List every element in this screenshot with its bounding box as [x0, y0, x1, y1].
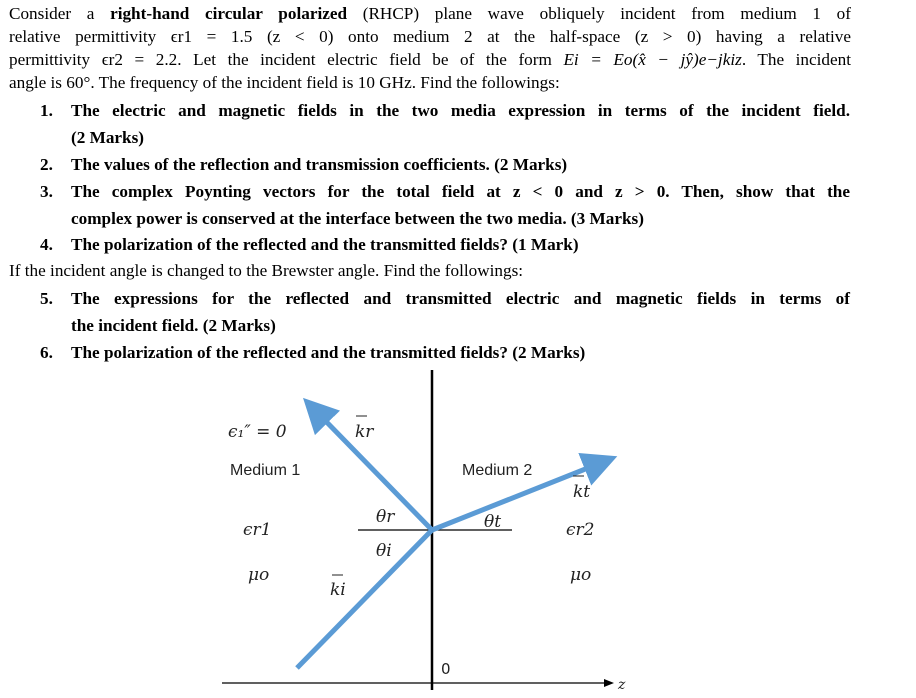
z-axis-arrowhead	[604, 679, 614, 687]
statement-line-4: angle is 60°. The frequency of the incident field is 10 GHz. Find the followings:	[9, 73, 560, 92]
question-4: 4. The polarization of the reflected and the transmitted fields? (1 Mark)	[40, 235, 579, 254]
question-6: 6. The polarization of the reflected and the transmitted fields? (2 Marks)	[40, 343, 586, 362]
k-i-label	[330, 575, 346, 600]
question-2: 2. The values of the reflection and transmission coefficients. (2 Marks)	[40, 155, 568, 174]
statement-line-3: permittivity ϵr2 = 2.2. Let the incident electric field be of the form Ei = Eo(x̂ − jŷ)e−jkiz. The incident	[9, 50, 851, 69]
medium-1-label: Medium 1	[230, 462, 301, 479]
theta-i-label: θi	[376, 541, 392, 561]
eps-r1-label: ϵr1	[243, 520, 272, 540]
z-axis-label: z	[618, 677, 626, 693]
k-r-label	[355, 416, 374, 442]
theta-t-label: θt	[484, 512, 502, 532]
brewster-instruction: If the incident angle is changed to the Brewster angle. Find the followings:	[9, 261, 524, 280]
statement-line-1: Consider a right-hand circular polarized (RHCP) plane wave obliquely incident from medium 1 of	[9, 4, 851, 23]
mu-right-label: μo	[570, 565, 592, 585]
k-t-label	[573, 476, 590, 502]
svg-text:ki: ki	[330, 580, 346, 600]
statement-line-2: relative permittivity ϵr1 = 1.5 (z < 0) onto medium 2 at the half-space (z > 0) having a relative	[9, 27, 851, 46]
eps-imag-label: ϵ₁″ = 0	[228, 422, 287, 442]
mu-left-label: μo	[248, 565, 270, 585]
medium-2-label: Medium 2	[462, 462, 533, 479]
eps-r2-label: ϵr2	[566, 520, 595, 540]
svg-text:kr: kr	[355, 422, 374, 442]
question-1: 1. The electric and magnetic fields in the two media expression in terms of the incident field. (2 Marks)	[40, 101, 850, 147]
svg-text:kt: kt	[573, 482, 591, 502]
incident-ray	[297, 530, 432, 668]
origin-label: 0	[441, 660, 451, 678]
incident-field-expression: Ei = Eo(x̂ − jŷ)e−jkiz	[563, 50, 742, 69]
question-3: 3. The complex Poynting vectors for the total field at z < 0 and z > 0. Then, show that the complex power is conserved at the interface between the two media. (3 Marks)	[40, 182, 850, 228]
theta-r-label: θr	[376, 507, 395, 527]
question-5: 5. The expressions for the reflected and transmitted electric and magnetic fields in terms of the incident field. (2 Marks)	[40, 289, 850, 335]
